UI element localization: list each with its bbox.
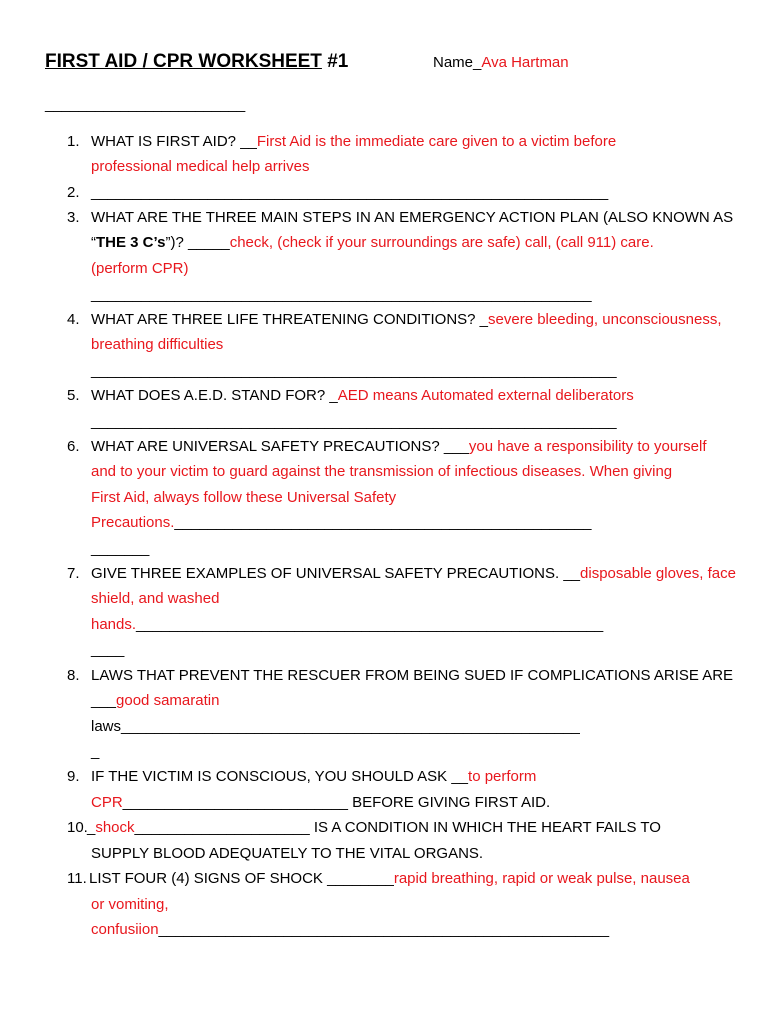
blank-line: _______ xyxy=(91,540,150,557)
question-text: _____________________ IS A CONDITION IN WHICH THE HEART FAILS TO xyxy=(134,819,661,836)
question-text: WHAT IS FIRST AID? __ xyxy=(91,133,257,150)
question-number: 7. xyxy=(67,565,80,582)
quote-open: “ xyxy=(91,234,96,251)
blank-line: _ xyxy=(87,819,96,836)
title-number: #1 xyxy=(321,51,349,72)
answer-text: breathing difficulties xyxy=(91,336,224,353)
answer-text: professional medical help arrives xyxy=(91,158,310,175)
blank-line: _ xyxy=(91,743,100,760)
page-title xyxy=(45,51,348,73)
question-number: 11. xyxy=(67,870,87,887)
question-text: laws xyxy=(91,718,122,735)
blank-line: ________________________________________________________ xyxy=(136,616,604,633)
answer-text: hands. xyxy=(91,616,137,633)
answer-text: First Aid is the immediate care given to a victim before xyxy=(256,133,617,150)
question-6-line-4 xyxy=(91,514,592,532)
title-underlined: FIRST AID / CPR WORKSHEET xyxy=(45,51,322,72)
question-8-line-3 xyxy=(91,718,580,736)
name-field xyxy=(433,54,569,71)
answer-text: and to your victim to guard against the transmission of infectious diseases. When giving xyxy=(91,463,673,480)
blank-line: ______________________________________________________ xyxy=(158,921,610,938)
answer-text: severe bleeding, unconsciousness, xyxy=(488,311,722,328)
blank-line: _______________________________________________________________ xyxy=(91,362,617,379)
blank-line: __________________________________________________ xyxy=(174,514,592,531)
question-11-line-3 xyxy=(91,921,609,939)
blank-line: ___ xyxy=(91,692,117,709)
question-number: 6. xyxy=(67,438,80,455)
question-9-line-2 xyxy=(91,794,550,812)
answer-text: to perform xyxy=(468,768,537,785)
answer-text: CPR xyxy=(91,794,123,811)
three-cs-term: THE 3 C’s xyxy=(96,234,166,251)
question-number: 9. xyxy=(67,768,80,785)
question-text: WHAT ARE THE THREE MAIN STEPS IN AN EMERGENCY ACTION PLAN (ALSO KNOWN AS xyxy=(91,209,734,226)
blank-line: _______________________________________________________ xyxy=(121,718,580,735)
answer-text: shield, and washed xyxy=(91,590,220,607)
question-text: SUPPLY BLOOD ADEQUATELY TO THE VITAL ORGANS. xyxy=(91,845,484,862)
question-text: IF THE VICTIM IS CONSCIOUS, YOU SHOULD ASK __ xyxy=(91,768,469,785)
blank-line: _______________________________________________________________ xyxy=(91,413,617,430)
answer-text: First Aid, always follow these Universal Safety xyxy=(91,489,397,506)
question-3-line-2 xyxy=(91,234,654,252)
question-text: ___________________________ BEFORE GIVING FIRST AID. xyxy=(122,794,551,811)
question-text: LIST FOUR (4) SIGNS OF SHOCK ________ xyxy=(89,870,394,887)
question-text: WHAT DOES A.E.D. STAND FOR? _ xyxy=(91,387,338,404)
answer-text: disposable gloves, face xyxy=(580,565,736,582)
answer-text: or vomiting, xyxy=(91,896,169,913)
question-text: LAWS THAT PREVENT THE RESCUER FROM BEING SUED IF COMPLICATIONS ARISE ARE xyxy=(91,667,734,684)
question-number: 3. xyxy=(67,209,80,226)
question-number: 8. xyxy=(67,667,80,684)
name-blank-line: ________________________ xyxy=(45,96,246,113)
answer-text: rapid breathing, rapid or weak pulse, nausea xyxy=(393,870,690,887)
question-text: WHAT ARE THREE LIFE THREATENING CONDITIONS? _ xyxy=(91,311,489,328)
answer-text: AED means Automated external deliberators xyxy=(337,387,634,404)
question-number: 2. xyxy=(67,184,80,201)
blank-line: ____ xyxy=(91,641,125,658)
question-number: 4. xyxy=(67,311,80,328)
question-8-line-2 xyxy=(91,692,219,710)
question-number: 10. xyxy=(67,819,88,836)
question-text: WHAT ARE UNIVERSAL SAFETY PRECAUTIONS? ___ xyxy=(91,438,469,455)
question-number: 1. xyxy=(67,133,80,150)
name-value: Ava Hartman xyxy=(481,54,569,71)
question-7-line-3 xyxy=(91,616,603,634)
answer-text: (perform CPR) xyxy=(91,260,189,277)
question-number: 5. xyxy=(67,387,80,404)
blank-line: ____________________________________________________________ xyxy=(91,286,592,303)
answer-text: check, (check if your surroundings are safe) call, (call 911) care. xyxy=(229,234,654,251)
answer-text: you have a responsibility to yourself xyxy=(468,438,707,455)
answer-text: good samaratin xyxy=(116,692,220,709)
question-text: GIVE THREE EXAMPLES OF UNIVERSAL SAFETY PRECAUTIONS. __ xyxy=(91,565,581,582)
answer-text: shock xyxy=(95,819,135,836)
blank-line: ______________________________________________________________ xyxy=(91,184,609,201)
question-text: ”)? _____ xyxy=(165,234,230,251)
answer-text: confusiion xyxy=(91,921,159,938)
name-label: Name_ xyxy=(433,54,482,71)
answer-text: Precautions. xyxy=(91,514,175,531)
